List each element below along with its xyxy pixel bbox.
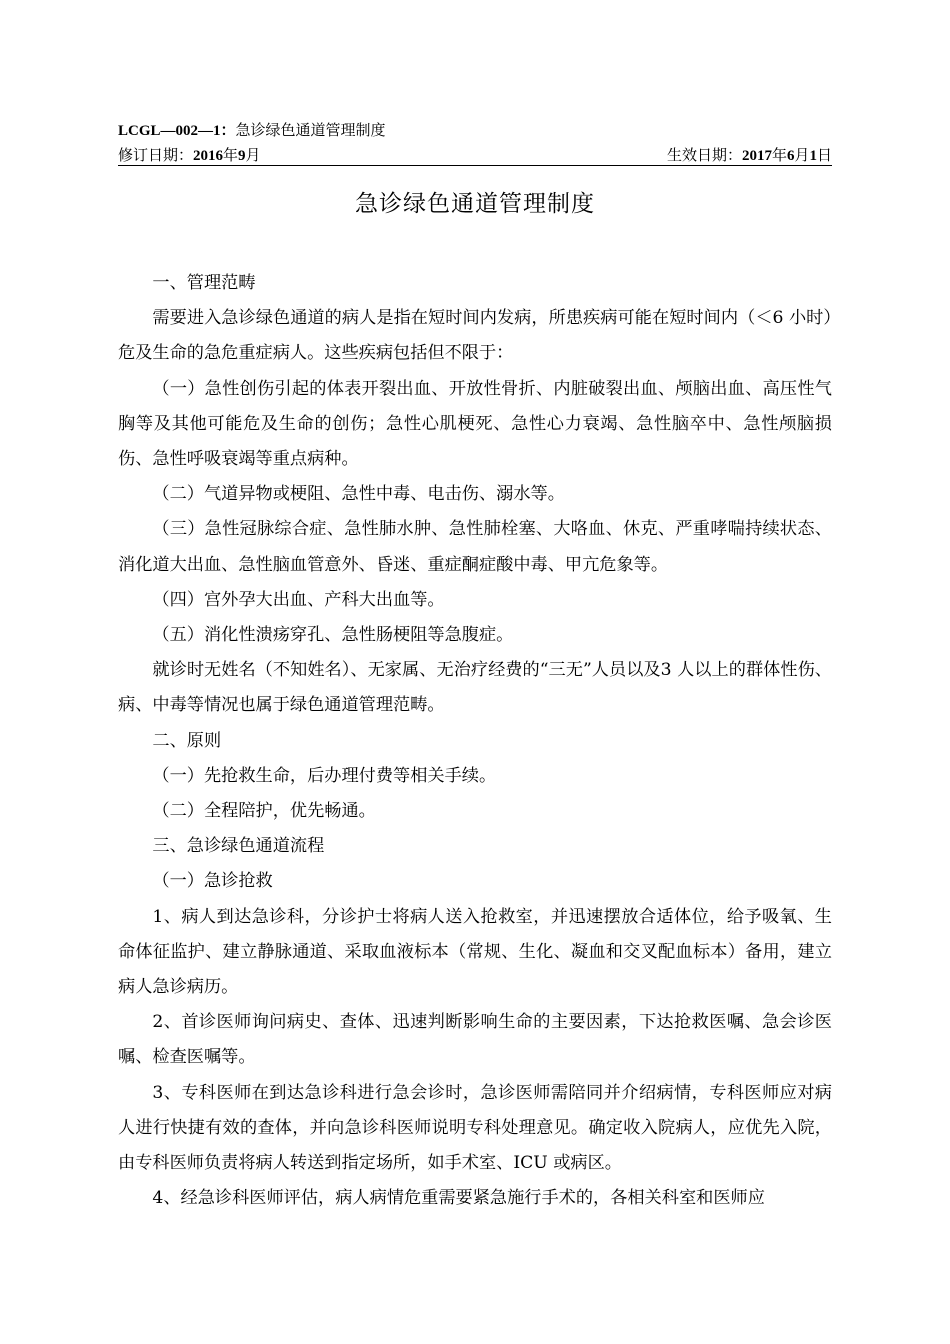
paragraph: （五）消化性溃疡穿孔、急性肠梗阻等急腹症。 (152, 625, 514, 646)
paragraph: 3、专科医师在到达急诊科进行急会诊时，急诊医师需陪同并介绍病情，专科医师应对病人进行快捷有效的查体，并向急诊科医师说明专科处理意见。确定收入院病人，应优先入院，由专科医师负责将病人转送到指定场所，如手术室、ICU 或病区。 (118, 1082, 832, 1174)
document-title: 急诊绿色通道管理制度 (355, 191, 595, 217)
paragraph: （二）气道异物或梗阻、急性中毒、电击伤、溺水等。 (152, 484, 565, 505)
revised-date: 修订日期：2016年9月 (118, 146, 261, 164)
document-code-title: 急诊绿色通道管理制度 (235, 121, 386, 139)
section-heading: 二、原则 (152, 730, 222, 751)
paragraph: （三）急性冠脉综合症、急性肺水肿、急性肺栓塞、大咯血、休克、严重哮喘持续状态、消化道大出血、急性脑血管意外、昏迷、重症酮症酸中毒、甲亢危象等。 (118, 519, 832, 575)
document-code: LCGL—002—1： (118, 123, 236, 139)
paragraph: （一）先抢救生命，后办理付费等相关手续。 (152, 765, 497, 786)
paragraph: （一）急性创伤引起的体表开裂出血、开放性骨折、内脏破裂出血、颅脑出血、高压性气胸等及其他可能危及生命的创伤；急性心肌梗死、急性心力衰竭、急性脑卒中、急性颅脑损伤、急性呼吸衰竭等重点病种。 (118, 378, 832, 470)
section-heading: 三、急诊绿色通道流程 (152, 836, 325, 857)
section-heading: 一、管理范畴 (152, 273, 256, 293)
effective-date: 生效日期：2017年6月1日 (666, 146, 832, 164)
subsection-heading: （一）急诊抢救 (152, 871, 273, 892)
paragraph: 需要进入急诊绿色通道的病人是指在短时间内发病，所患疾病可能在短时间内（＜6 小时）危及生命的急危重症病人。这些疾病包括但不限于： (118, 308, 832, 364)
document-code-line (118, 121, 386, 140)
paragraph: 1、病人到达急诊科，分诊护士将病人送入抢救室，并迅速摆放合适体位，给予吸氧、生命体征监护、建立静脉通道、采取血液标本（常规、生化、凝血和交叉配血标本）备用，建立病人急诊病历。 (118, 906, 832, 998)
paragraph: （二）全程陪护，优先畅通。 (152, 801, 376, 822)
paragraph: 2、首诊医师询问病史、查体、迅速判断影响生命的主要因素，下达抢救医嘱、急会诊医嘱、检查医嘱等。 (118, 1012, 832, 1068)
paragraph: 4、经急诊科医师评估，病人病情危重需要紧急施行手术的，各相关科室和医师应 (152, 1188, 765, 1209)
document-body (118, 266, 832, 1216)
paragraph: 就诊时无姓名（不知姓名）、无家属、无治疗经费的“三无”人员以及3 人以上的群体性伤、病、中毒等情况也属于绿色通道管理范畴。 (118, 660, 832, 716)
paragraph: （四）宫外孕大出血、产科大出血等。 (152, 589, 445, 610)
document-dates-line (118, 146, 832, 166)
